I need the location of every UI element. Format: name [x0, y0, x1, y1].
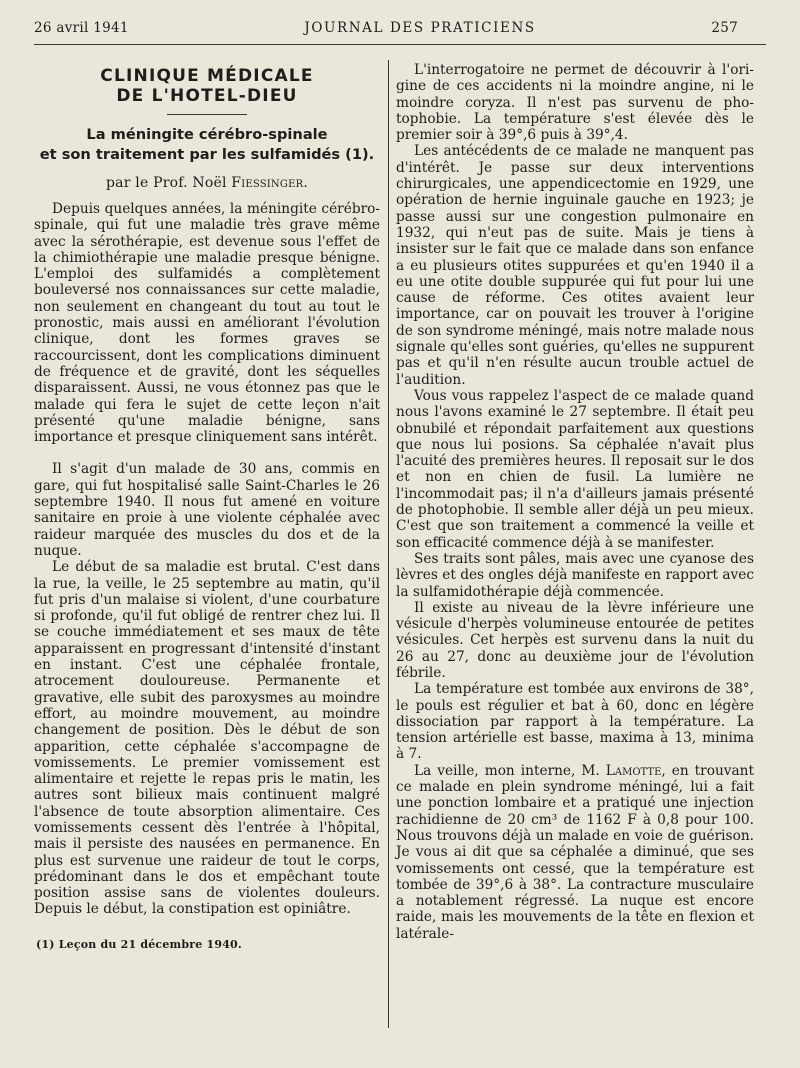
section-title-line-1: CLINIQUE MÉDICALE [100, 66, 314, 86]
paragraph-rest: , en trouvant ce malade en plein syndrome méningé, lui a fait une ponction lombaire et a pratiqué une injection rachidienne de 20 cm³ de 1162 F à 0,8 pour 100. Nous trouvons déjà un malade en voie de guérison. Je vous ai dit que sa céphalée a diminué, que ses vomissements ont cessé, que la température est tombée de 39°,6 à 38°. La contracture musculaire a notablement régressé. La nuque est encore raide, mais les mouvements de la tête en flexion et latérale- [396, 762, 754, 942]
title-rule [167, 114, 247, 115]
footnote: (1) Leçon du 21 décembre 1940. [36, 937, 242, 951]
article-title-line-2: et son traitement par les sulfamidés (1). [39, 146, 375, 163]
paragraph: Depuis quelques années, la méningite cérébro-spinale, qui fut une maladie très grave même avec la sérothérapie, est devenue sous l'effet de la chimiothérapie une maladie presque bénigne. L'emploi des sulfamidés a complètement bouleversé nos connaissances sur cette maladie, non seulement en changeant du tout au tout le pronostic, mais aussi en améliorant l'évolution clinique, dont les formes graves se raccourcissent, dont les complications diminuent de fréquence et de gravité, dont les séquelles disparaissent. Aussi, ne vous étonnez pas que le malade qui fera le sujet de cette leçon n'ait présenté qu'une maladie bénigne, sans importance et presque cliniquement sans intérêt. [34, 201, 380, 446]
running-head [34, 20, 738, 36]
paragraph: L'interrogatoire ne permet de découvrir à l'origine de ces accidents ni la moindre angine, ni le moindre coryza. Il n'est pas survenu de photophobie. La température s'est élevée dès le premier soir à 39°,6 puis à 39°,4. [396, 62, 754, 144]
page-number: 257 [711, 20, 738, 36]
intern-name: Lamotte [605, 762, 662, 779]
section-title [34, 66, 380, 106]
left-column [34, 62, 380, 1062]
paragraph: Les antécédents de ce malade ne manquent pas d'intérêt. Je passe sur deux interventions chirurgicales, une appendicectomie en 1929, une opération de hernie inguinale gauche en 1923; je passe aussi sur une congestion pulmonaire en 1932, qui n'eut pas de suite. Mais je tiens à insister sur le fait que ce malade dans son enfance a eu plusieurs otites suppurées et qu'en 1940 il a eu une otite double suppurée qui fut pour lui une cause de réforme. Ces otites avaient leur importance, car on pouvait les trouver à l'origine de son syndrome méningé, mais notre malade nous signale qu'elles sont guéries, qu'elles ne suppurent pas et qu'il n'en résulte aucun trouble actuel de l'audition. [396, 143, 754, 388]
right-column [396, 62, 754, 1062]
article-title [34, 125, 380, 165]
paragraph-start: La veille, mon interne, M. [414, 762, 606, 779]
paragraph [396, 763, 754, 942]
column-divider [388, 60, 389, 1028]
paragraph: Il s'agit d'un malade de 30 ans, commis en gare, qui fut hospitalisé salle Saint-Charles le 26 septembre 1940. Il nous fut amené en voiture sanitaire en proie à une violente céphalée avec raideur marquée des muscles du dos et de la nuque. [34, 461, 380, 559]
byline-prefix: par le Prof. Noël [106, 175, 232, 191]
paragraph: Le début de sa maladie est brutal. C'est dans la rue, la veille, le 25 septembre au matin, qu'il fut pris d'un malaise si violent, d'une courbature si profonde, qu'il fut obligé de rentrer chez lui. Il se couche immédiatement et ses maux de tête apparaissent en progressant d'intensité d'instant en instant. C'est une céphalée frontale, atrocement douloureuse. Permanente et gravative, elle subit des paroxysmes au moindre effort, au moindre mouvement, au moindre changement de position. Dès le début de son apparition, cette céphalée s'accompagne de vomissements. Le premier vomissement est alimentaire et rejette le repas pris le matin, les autres sont bilieux mais continuent malgré l'absence de toute absorption alimentaire. Ces vomissements cessent dès l'entrée à l'hôpital, mais il persiste des nausées en permanence. En plus est survenue une raideur de tout le corps, prédominant dans le dos et empêchant toute position assise sans de violentes douleurs. Depuis le début, la constipation est opiniâtre. [34, 559, 380, 918]
paragraph: Vous vous rappelez l'aspect de ce malade quand nous l'avons examiné le 27 septembre. Il était peu obnubilé et répondait parfaitement aux questions que nous lui posions. Sa céphalée n'avait plus l'acuité des premières heures. Il reposait sur le dos et non en chien de fusil. La lumière ne l'incommodait pas; il n'a d'ailleurs jamais présenté de photophobie. Il semble aller déjà un peu mieux. C'est que son traitement a commencé la veille et son efficacité commence déjà à se manifester. [396, 387, 754, 551]
byline-suffix: . [303, 175, 308, 191]
paragraph: Il existe au niveau de la lèvre inférieure une vésicule d'herpès volumineuse entourée de petites vésicules. Cet herpès est survenu dans la nuit du 26 au 27, donc au deuxième jour de l'évolution fébrile. [396, 599, 754, 681]
journal-title: JOURNAL DES PRATICIENS [304, 20, 536, 36]
author-surname: Fiessinger [231, 175, 304, 191]
paragraph: Ses traits sont pâles, mais avec une cyanose des lèvres et des ongles déjà manifeste en rapport avec la sulfamidothérapie déjà commencée. [396, 550, 754, 600]
article-title-line-1: La méningite cérébro-spinale [86, 126, 328, 143]
section-title-line-2: DE L'HOTEL-DIEU [116, 86, 298, 106]
header-rule [34, 44, 766, 45]
issue-date: 26 avril 1941 [34, 20, 129, 36]
paragraph: La température est tombée aux environs de 38°, le pouls est régulier et bat à 60, donc en légère dissociation par rapport à la température. La tension artérielle est basse, maxima à 13, minima à 7. [396, 681, 754, 763]
byline [34, 175, 380, 191]
